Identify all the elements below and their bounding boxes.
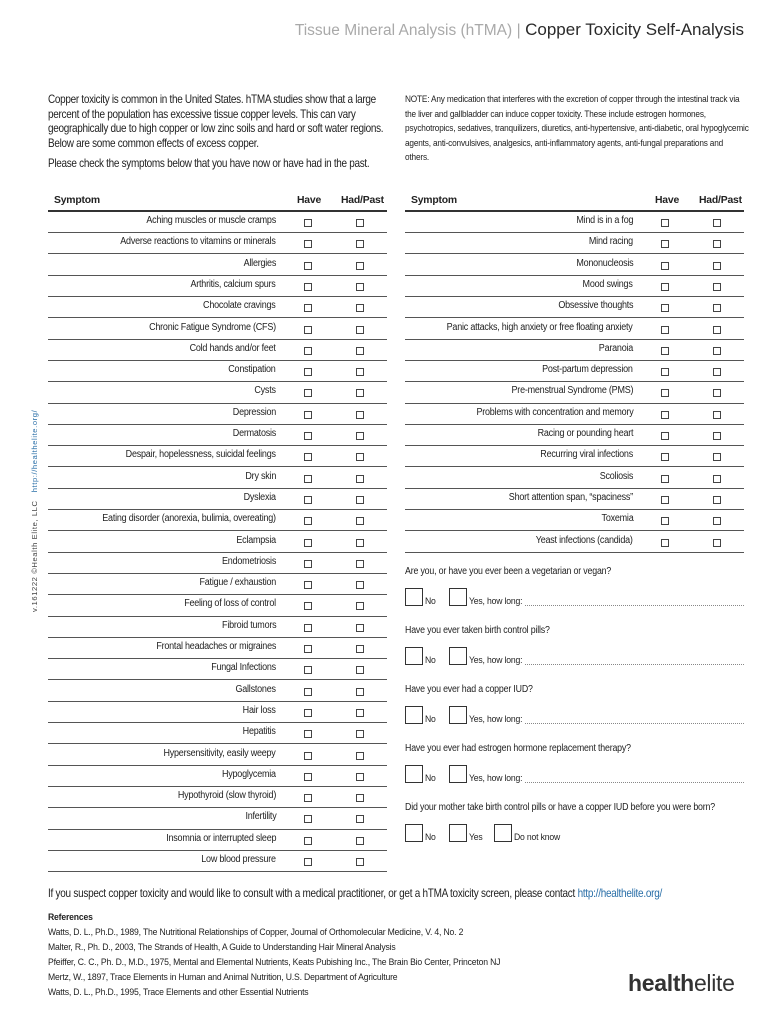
symptom-label: Aching muscles or muscle cramps (146, 215, 276, 226)
right-symptom-row (405, 211, 744, 233)
symptom-label: Toxemia (601, 513, 633, 525)
had-past-checkbox[interactable] (713, 411, 721, 419)
symptom-label: Problems with concentration and memory (475, 406, 633, 418)
sidebar-link[interactable]: http://healthelite.org/ (30, 409, 39, 493)
contact-line (48, 887, 662, 900)
question-text: Have you ever had estrogen hormone replacement therapy? (405, 743, 631, 754)
symptom-label: Mood swings (582, 278, 633, 290)
right-symptom-row (405, 275, 744, 297)
symptom-label: Fatigue / exhaustion (199, 577, 276, 589)
symptom-label: Chocolate cravings (203, 300, 276, 312)
left-symptom-row (48, 850, 387, 872)
left-symptom-row (48, 616, 387, 638)
have-checkbox[interactable] (304, 581, 312, 589)
had-past-checkbox[interactable] (713, 453, 721, 461)
had-past-checkbox[interactable] (713, 432, 721, 440)
left-symptom-row (48, 403, 387, 425)
had-past-checkbox[interactable] (356, 688, 364, 696)
left-symptom-row (48, 488, 387, 510)
have-checkbox[interactable] (304, 752, 312, 760)
symptom-label: Pre-menstrual Syndrome (PMS) (511, 385, 633, 397)
right-symptom-row (405, 381, 744, 403)
left-have-header: Have (297, 195, 322, 206)
symptom-label: Depression (232, 406, 276, 418)
right-symptom-row (405, 296, 744, 318)
had-past-checkbox[interactable] (356, 432, 364, 440)
left-symptom-row (48, 786, 387, 808)
have-checkbox[interactable] (304, 453, 312, 461)
answer-no-label: No (425, 655, 436, 666)
symptom-label: Racing or pounding heart (537, 428, 633, 439)
right-have-header: Have (655, 195, 680, 206)
had-past-checkbox[interactable] (356, 517, 364, 525)
have-checkbox[interactable] (304, 240, 312, 248)
have-checkbox[interactable] (304, 496, 312, 504)
have-checkbox[interactable] (661, 517, 669, 525)
left-symptom-row (48, 360, 387, 382)
right-symptom-row (405, 254, 744, 276)
had-past-checkbox[interactable] (356, 368, 364, 376)
symptom-label: Arthritis, calcium spurs (190, 278, 276, 290)
right-symptom-row (405, 360, 744, 382)
had-past-checkbox[interactable] (356, 389, 364, 397)
had-past-checkbox[interactable] (713, 240, 721, 248)
have-checkbox[interactable] (661, 347, 669, 355)
symptom-label: Hypersensitivity, easily weepy (163, 747, 276, 759)
symptom-label: Short attention span, “spaciness” (508, 491, 633, 503)
have-checkbox[interactable] (304, 304, 312, 312)
have-checkbox[interactable] (304, 602, 312, 610)
had-past-checkbox[interactable] (356, 773, 364, 781)
answer-yes-label: Yes, how long: (469, 655, 523, 666)
logo-light: elite (693, 970, 735, 996)
have-checkbox[interactable] (661, 453, 669, 461)
symptom-label: Constipation (228, 364, 276, 376)
left-symptom-row (48, 275, 387, 297)
answer-yes-checkbox[interactable] (449, 706, 467, 724)
have-checkbox[interactable] (661, 304, 669, 312)
left-symptom-row (48, 722, 387, 744)
left-symptom-row (48, 552, 387, 574)
had-past-checkbox[interactable] (356, 304, 364, 312)
have-checkbox[interactable] (304, 368, 312, 376)
how-long-field[interactable] (525, 664, 744, 665)
reference-item: Watts, D. L., Ph.D., 1995, Trace Elements and other Essential Nutrients (48, 987, 309, 998)
have-checkbox[interactable] (304, 858, 312, 866)
had-past-checkbox[interactable] (356, 283, 364, 291)
left-symptom-row (48, 254, 387, 276)
symptom-label: Low blood pressure (201, 854, 276, 865)
have-checkbox[interactable] (304, 794, 312, 802)
left-symptom-row (48, 637, 387, 659)
how-long-field[interactable] (525, 605, 744, 606)
right-symptom-row (405, 531, 744, 553)
have-checkbox[interactable] (661, 368, 669, 376)
symptom-label: Hair loss (243, 704, 276, 716)
mother-yes-checkbox[interactable] (449, 824, 467, 842)
symptom-label: Endometriosis (221, 555, 276, 567)
symptom-label: Hypothyroid (slow thyroid) (177, 790, 276, 802)
had-past-checkbox[interactable] (356, 219, 364, 227)
left-symptom-row (48, 339, 387, 361)
symptom-label: Dry skin (245, 470, 276, 482)
have-checkbox[interactable] (661, 539, 669, 547)
left-symptom-row (48, 573, 387, 595)
have-checkbox[interactable] (304, 347, 312, 355)
intro-text: Copper toxicity is common in the United States. hTMA studies show that a large percent of the population has excessive tissue copper levels. This can vary geographically due to high copper or low zinc soils and hard or soft water regions. Below are some common effects of excess copper. (48, 93, 384, 151)
left-symptom-row (48, 744, 387, 766)
left-symptom-row (48, 807, 387, 829)
had-past-checkbox[interactable] (713, 539, 721, 547)
symptom-label: Mononucleosis (575, 257, 633, 269)
symptom-label: Eclampsia (236, 534, 276, 546)
symptom-label: Obsessive thoughts (558, 300, 633, 312)
right-symptom-header: Symptom (411, 195, 457, 206)
right-symptom-row (405, 424, 744, 446)
right-symptom-row (405, 445, 744, 467)
had-past-checkbox[interactable] (356, 240, 364, 248)
had-past-checkbox[interactable] (356, 709, 364, 717)
mother-no-checkbox[interactable] (405, 824, 423, 842)
answer-no-label: No (425, 596, 436, 607)
had-past-checkbox[interactable] (713, 219, 721, 227)
left-symptom-row (48, 381, 387, 403)
left-symptom-row (48, 232, 387, 254)
had-past-checkbox[interactable] (356, 539, 364, 547)
mother-no-label: No (425, 832, 436, 843)
contact-link[interactable]: http://healthelite.org/ (577, 887, 662, 900)
have-checkbox[interactable] (304, 283, 312, 291)
have-checkbox[interactable] (304, 475, 312, 483)
have-checkbox[interactable] (661, 283, 669, 291)
had-past-checkbox[interactable] (713, 517, 721, 525)
have-checkbox[interactable] (661, 326, 669, 334)
had-past-checkbox[interactable] (356, 752, 364, 760)
symptom-label: Despair, hopelessness, suicidal feelings (125, 449, 276, 461)
symptom-label: Scoliosis (599, 470, 633, 482)
symptom-label: Adverse reactions to vitamins or minerals (120, 236, 276, 248)
had-past-checkbox[interactable] (356, 858, 364, 866)
symptom-label: Paranoia (598, 342, 633, 354)
mother-dontknow-label: Do not know (514, 832, 561, 843)
have-checkbox[interactable] (661, 389, 669, 397)
have-checkbox[interactable] (304, 411, 312, 419)
symptom-label: Allergies (243, 257, 276, 269)
version-text: v.161222 ©Health Elite, LLC (30, 500, 39, 612)
answer-no-checkbox[interactable] (405, 588, 423, 606)
had-past-checkbox[interactable] (356, 666, 364, 674)
references-section (48, 910, 551, 1000)
how-long-field[interactable] (525, 723, 744, 724)
references-list (48, 925, 551, 1000)
how-long-field[interactable] (525, 782, 744, 783)
right-symptom-row (405, 488, 744, 510)
symptom-label: Fungal Infections (211, 662, 276, 674)
question-mother: Did your mother take birth control pills or have a copper IUD before you were born? (405, 802, 715, 813)
had-past-checkbox[interactable] (356, 453, 364, 461)
left-symptom-row (48, 658, 387, 680)
had-past-checkbox[interactable] (713, 475, 721, 483)
symptom-label: Chronic Fatigue Syndrome (CFS) (149, 321, 276, 333)
right-symptom-row (405, 467, 744, 489)
instruction-text: Please check the symptoms below that you have now or have had in the past. (48, 156, 370, 170)
right-symptom-row (405, 232, 744, 254)
have-checkbox[interactable] (304, 709, 312, 717)
had-past-checkbox[interactable] (356, 624, 364, 632)
have-checkbox[interactable] (304, 773, 312, 781)
symptom-label: Infertility (244, 811, 276, 823)
had-past-checkbox[interactable] (356, 347, 364, 355)
have-checkbox[interactable] (304, 539, 312, 547)
symptom-label: Gallstones (235, 683, 276, 695)
symptom-label: Hypoglycemia (222, 768, 276, 780)
left-symptom-row (48, 509, 387, 531)
page-title: Copper Toxicity Self-Analysis (525, 20, 744, 39)
symptom-label: Recurring viral infections (540, 449, 633, 461)
left-symptom-row (48, 829, 387, 851)
symptom-label: Panic attacks, high anxiety or free floating anxiety (447, 321, 633, 333)
answer-no-checkbox[interactable] (405, 647, 423, 665)
have-checkbox[interactable] (661, 432, 669, 440)
had-past-checkbox[interactable] (713, 389, 721, 397)
had-past-checkbox[interactable] (356, 496, 364, 504)
have-checkbox[interactable] (304, 624, 312, 632)
answer-yes-checkbox[interactable] (449, 765, 467, 783)
had-past-checkbox[interactable] (356, 581, 364, 589)
had-past-checkbox[interactable] (713, 262, 721, 270)
had-past-checkbox[interactable] (713, 368, 721, 376)
had-past-checkbox[interactable] (356, 794, 364, 802)
symptom-label: Dyslexia (243, 491, 276, 503)
header-separator: | (516, 22, 521, 39)
left-had-past-header: Had/Past (341, 195, 384, 206)
had-past-checkbox[interactable] (713, 283, 721, 291)
had-past-checkbox[interactable] (356, 730, 364, 738)
have-checkbox[interactable] (304, 837, 312, 845)
left-symptom-row (48, 318, 387, 340)
left-symptom-row (48, 594, 387, 616)
have-checkbox[interactable] (661, 262, 669, 270)
had-past-checkbox[interactable] (356, 262, 364, 270)
symptom-label: Post-partum depression (542, 364, 633, 376)
have-checkbox[interactable] (304, 666, 312, 674)
have-checkbox[interactable] (304, 389, 312, 397)
left-symptom-row (48, 680, 387, 702)
header-subtitle: Tissue Mineral Analysis (hTMA) (294, 22, 513, 39)
answer-no-label: No (425, 714, 436, 725)
symptom-label: Cysts (254, 385, 276, 397)
have-checkbox[interactable] (304, 688, 312, 696)
have-checkbox[interactable] (304, 730, 312, 738)
answer-yes-label: Yes, how long: (469, 714, 523, 725)
had-past-checkbox[interactable] (356, 560, 364, 568)
answer-yes-label: Yes, how long: (469, 596, 523, 607)
left-symptom-header: Symptom (54, 195, 100, 206)
left-symptom-row (48, 424, 387, 446)
right-symptom-row (405, 318, 744, 340)
symptom-label: Yeast infections (candida) (536, 534, 633, 546)
have-checkbox[interactable] (304, 645, 312, 653)
sidebar-credit (30, 410, 39, 612)
had-past-checkbox[interactable] (356, 645, 364, 653)
medication-note: NOTE: Any medication that interferes with the excretion of copper through the intestinal track via the liver and gallbladder can induce copper toxicity. These include estrogen hormones, psychotropics, sedatives, tranquilizers, diuretics, anti-hypertensive, anti-diabetic, oral hypoglycemic agents, anti-convulsives, analgesics, anti-inflammatory agents, anti-fungal preparations and others. (405, 94, 749, 164)
have-checkbox[interactable] (304, 517, 312, 525)
have-checkbox[interactable] (661, 475, 669, 483)
right-symptom-row (405, 403, 744, 425)
have-checkbox[interactable] (661, 219, 669, 227)
symptom-label: Feeling of loss of control (184, 598, 276, 610)
answer-no-checkbox[interactable] (405, 765, 423, 783)
have-checkbox[interactable] (661, 411, 669, 419)
have-checkbox[interactable] (661, 496, 669, 504)
left-symptom-row (48, 211, 387, 233)
have-checkbox[interactable] (304, 560, 312, 568)
page-header (295, 20, 744, 40)
symptom-label: Cold hands and/or feet (189, 342, 276, 354)
have-checkbox[interactable] (304, 262, 312, 270)
have-checkbox[interactable] (304, 326, 312, 334)
symptom-label: Mind racing (588, 236, 633, 248)
symptom-label: Insomnia or interrupted sleep (165, 832, 276, 844)
had-past-checkbox[interactable] (356, 837, 364, 845)
mother-yes-label: Yes (469, 832, 483, 843)
left-symptom-row (48, 531, 387, 553)
answer-no-label: No (425, 773, 436, 784)
intro-paragraph (48, 93, 383, 172)
answer-yes-label: Yes, how long: (469, 773, 523, 784)
reference-item: Pfeiffer, C. C., Ph. D., M.D., 1975, Mental and Elemental Nutrients, Keats Pubishing Inc., The Brain Bio Center, Princeton NJ (48, 957, 501, 968)
symptom-label: Hepatitis (243, 726, 276, 738)
had-past-checkbox[interactable] (713, 347, 721, 355)
have-checkbox[interactable] (304, 219, 312, 227)
mother-dontknow-checkbox[interactable] (494, 824, 512, 842)
question-text: Are you, or have you ever been a vegetarian or vegan? (405, 566, 612, 577)
had-past-checkbox[interactable] (356, 411, 364, 419)
had-past-checkbox[interactable] (356, 326, 364, 334)
symptom-label: Fibroid tumors (221, 619, 276, 631)
right-symptom-row (405, 339, 744, 361)
have-checkbox[interactable] (661, 240, 669, 248)
reference-item: Malter, R., Ph. D., 2003, The Strands of Health, A Guide to Understanding Hair Mineral Analysis (48, 942, 396, 953)
right-had-past-header: Had/Past (699, 195, 742, 206)
question-text: Have you ever taken birth control pills? (405, 625, 550, 636)
symptom-label: Frontal headaches or migraines (156, 641, 276, 652)
had-past-checkbox[interactable] (713, 496, 721, 504)
question-text: Have you ever had a copper IUD? (405, 684, 533, 695)
reference-item: Watts, D. L., Ph.D., 1989, The Nutritional Relationships of Copper, Journal of Orthomolecular Medicine, V. 4, No. 2 (48, 927, 464, 938)
answer-yes-checkbox[interactable] (449, 647, 467, 665)
had-past-checkbox[interactable] (713, 304, 721, 312)
had-past-checkbox[interactable] (356, 815, 364, 823)
answer-no-checkbox[interactable] (405, 706, 423, 724)
had-past-checkbox[interactable] (356, 602, 364, 610)
had-past-checkbox[interactable] (713, 326, 721, 334)
right-symptom-row (405, 509, 744, 531)
left-symptom-row (48, 467, 387, 489)
had-past-checkbox[interactable] (356, 475, 364, 483)
reference-item: Mertz, W., 1897, Trace Elements in Human and Animal Nutrition, U.S. Department of Agriculture (48, 972, 398, 983)
symptom-label: Dermatosis (232, 428, 276, 439)
references-title: References (48, 912, 93, 923)
left-symptom-row (48, 296, 387, 318)
left-symptom-row (48, 765, 387, 787)
healthelite-logo (628, 970, 735, 997)
left-symptom-row (48, 701, 387, 723)
contact-text: If you suspect copper toxicity and would like to consult with a medical practitioner, or get a hTMA toxicity screen, please contact (48, 887, 576, 900)
symptom-label: Eating disorder (anorexia, bulimia, overeating) (102, 513, 276, 525)
logo-bold: health (628, 970, 694, 996)
left-symptom-row (48, 445, 387, 467)
have-checkbox[interactable] (304, 432, 312, 440)
have-checkbox[interactable] (304, 815, 312, 823)
symptom-label: Mind is in a fog (576, 215, 633, 226)
answer-yes-checkbox[interactable] (449, 588, 467, 606)
